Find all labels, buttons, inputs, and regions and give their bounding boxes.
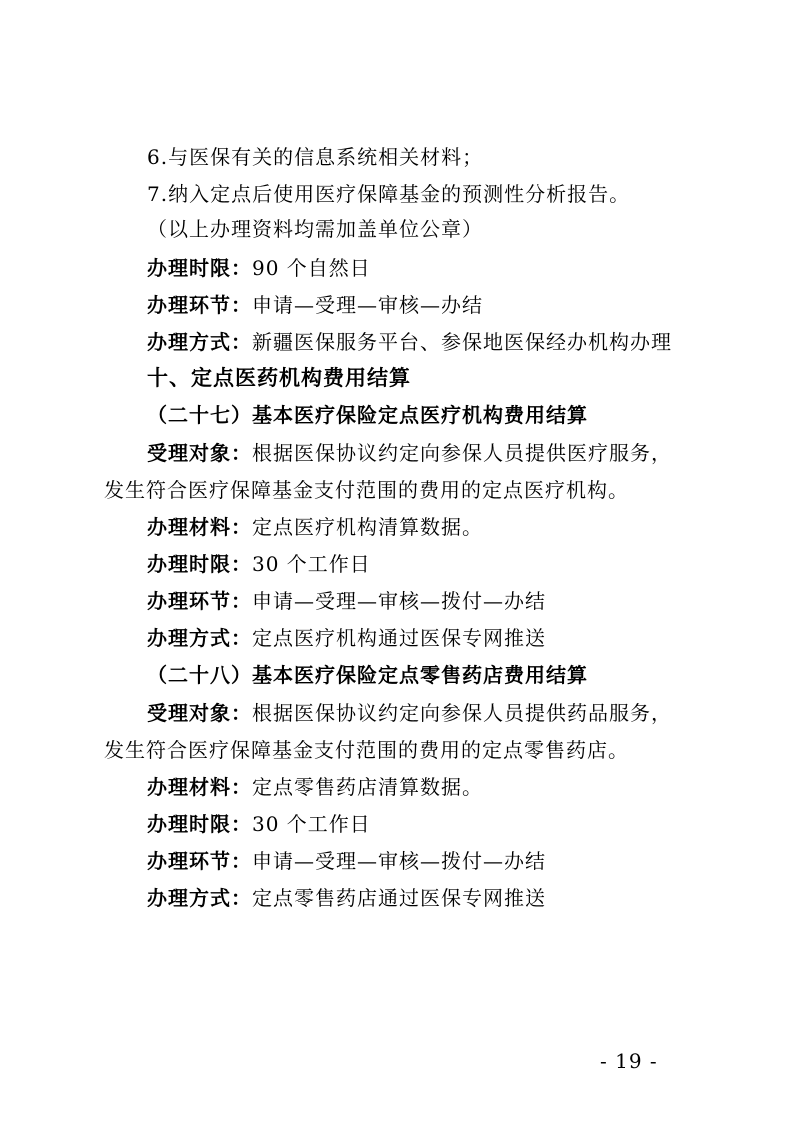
s28-materials-row	[0, 773, 793, 801]
processing-method-value: 新疆医保服务平台、参保地医保经办机构办理	[252, 330, 672, 354]
s28-object-value: 根据医保协议约定向参保人员提供药品服务，	[252, 701, 672, 725]
s28-method-value: 定点零售药店通过医保专网推送	[252, 886, 546, 910]
s28-steps-row	[0, 847, 793, 875]
processing-method-label: 办理方式：	[147, 330, 252, 354]
s28-object-continuation: 发生符合医疗保障基金支付范围的费用的定点零售药店。	[104, 738, 629, 762]
s28-time-row	[0, 810, 793, 838]
s28-object-row	[0, 699, 793, 727]
s27-materials-label: 办理材料：	[147, 515, 252, 539]
s27-time-row	[0, 550, 793, 578]
subsection-27-title: （二十七）基本医疗保险定点医疗机构费用结算	[147, 403, 588, 427]
s28-method-label: 办理方式：	[147, 886, 252, 910]
s27-object-row	[0, 439, 793, 467]
list-item-6: 6.与医保有关的信息系统相关材料；	[147, 145, 484, 169]
s27-method-label: 办理方式：	[147, 626, 252, 650]
processing-steps-label: 办理环节：	[147, 293, 252, 317]
s27-object-continuation: 发生符合医疗保障基金支付范围的费用的定点医疗机构。	[104, 478, 629, 502]
s28-materials-label: 办理材料：	[147, 775, 252, 799]
s27-materials-row	[0, 513, 793, 541]
s28-time-label: 办理时限：	[147, 812, 252, 836]
page-number: - 19 -	[600, 1049, 658, 1073]
s28-steps-label: 办理环节：	[147, 849, 252, 873]
subsection-28-title: （二十八）基本医疗保险定点零售药店费用结算	[147, 663, 588, 687]
processing-time-value: 90 个自然日	[252, 256, 371, 280]
list-item-7: 7.纳入定点后使用医疗保障基金的预测性分析报告。	[147, 182, 631, 206]
s27-method-row	[0, 624, 793, 652]
s28-steps-value: 申请—受理—审核—拨付—办结	[252, 849, 546, 873]
seal-note: （以上办理资料均需加盖单位公章）	[147, 217, 483, 241]
processing-method-row	[0, 328, 793, 356]
s28-materials-value: 定点零售药店清算数据。	[252, 775, 483, 799]
s27-steps-value: 申请—受理—审核—拨付—办结	[252, 589, 546, 613]
processing-time-label: 办理时限：	[147, 256, 252, 280]
s27-steps-row	[0, 587, 793, 615]
s28-method-row	[0, 884, 793, 912]
s28-time-value: 30 个工作日	[252, 812, 371, 836]
processing-steps-row	[0, 291, 793, 319]
s27-time-value: 30 个工作日	[252, 552, 371, 576]
s27-object-label: 受理对象：	[147, 441, 252, 465]
s28-object-label: 受理对象：	[147, 701, 252, 725]
s27-method-value: 定点医疗机构通过医保专网推送	[252, 626, 546, 650]
processing-time-row	[0, 254, 793, 282]
s27-steps-label: 办理环节：	[147, 589, 252, 613]
s27-object-value: 根据医保协议约定向参保人员提供医疗服务，	[252, 441, 672, 465]
s27-materials-value: 定点医疗机构清算数据。	[252, 515, 483, 539]
section-title: 十、定点医药机构费用结算	[147, 365, 411, 390]
processing-steps-value: 申请—受理—审核—办结	[252, 293, 483, 317]
s27-time-label: 办理时限：	[147, 552, 252, 576]
